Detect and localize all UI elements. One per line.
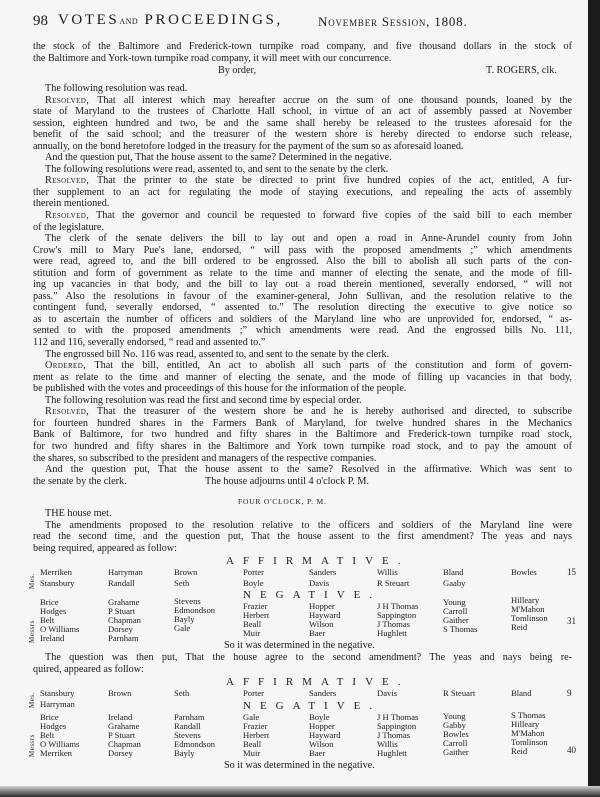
member-name: Bayly: [174, 614, 195, 624]
negative-column: [108, 713, 141, 758]
member-name: Merriken: [40, 567, 72, 577]
text-line: [33, 349, 389, 361]
affirmative-count: 15: [567, 567, 576, 577]
member-name: Dorsey: [108, 624, 133, 634]
negative-column: [108, 598, 141, 643]
member-name: Randall: [108, 578, 135, 588]
line-text: That the treasurer of the western shore be and he is hereby authorised and directed, to subscribe: [89, 406, 572, 418]
negative-column: [243, 602, 269, 638]
line-text: That the governor and council be requested to forward five copies of the said bill to each member: [89, 210, 572, 222]
member-name: P Stuart: [108, 606, 136, 616]
member-name: Willis: [377, 739, 398, 749]
text-line: [33, 441, 572, 453]
text-line: [33, 118, 572, 130]
text-line: [33, 256, 572, 268]
line-text: That all interest which may hereafter accrue on the sum of one thousand pounds, loaned by the: [89, 94, 572, 106]
negative-count: 40: [567, 745, 576, 755]
paragraph: [33, 360, 572, 395]
member-name: Belt: [40, 730, 55, 740]
member-name: Muir: [243, 628, 261, 638]
member-name: Stansbury: [40, 578, 75, 588]
affirmative-count: 9: [567, 688, 572, 698]
member-name: Herbert: [243, 730, 270, 740]
member-name: Merriken: [40, 748, 72, 758]
text-line: [33, 325, 572, 337]
affirmative-column: [511, 567, 537, 578]
line-text: the senate by the clerk.: [33, 475, 127, 487]
member-name: Hopper: [309, 721, 335, 731]
proceedings-body: [33, 83, 572, 487]
paragraph: [33, 210, 572, 233]
affirmative-heading: AFFIRMATIVE.: [226, 676, 410, 688]
line-text: as to ascertain the number of officers and soldiers of the Maryland line who are unprovided for, endorsed, “ as-: [33, 313, 572, 325]
line-text: annually, on the bond heretofore lodged in the treasury for the payment of the sum so as aforesaid loaned.: [33, 140, 464, 152]
member-name: Hilleary: [511, 719, 540, 729]
line-text: Crow's mill to Mary Pue's lane, endorsed, “ will pass with the proposed amendments ;” which amendments: [33, 244, 572, 256]
member-name: Porter: [243, 688, 265, 698]
negative-column: [174, 713, 215, 758]
affirmative-column: [243, 567, 264, 589]
text-line: [33, 383, 406, 395]
text-line: [33, 418, 572, 430]
text-line: read the second time, and the question put, That the house assent to the first amendment? The yeas and nays: [33, 531, 572, 543]
negative-heading: NEGATIVE.: [243, 700, 382, 712]
member-name: Willis: [377, 567, 398, 577]
line-text: The following resolution was read.: [45, 83, 188, 94]
text-line: [33, 406, 572, 418]
paragraph: [33, 175, 572, 210]
affirmative-column: [443, 688, 475, 699]
negative-heading: NEGATIVE.: [243, 589, 382, 601]
member-name: Muir: [243, 748, 261, 758]
by-order: By order,: [218, 65, 257, 76]
line-text: 112 and 116, severally endorsed, “ read and assented to.”: [33, 337, 266, 349]
text-line: [33, 83, 187, 95]
text-line: [33, 141, 463, 153]
member-name: Edmondson: [174, 739, 216, 749]
text-line: [33, 429, 572, 441]
resolution-lead: Resolved,: [45, 175, 90, 187]
text-line: [33, 245, 572, 257]
member-name: R Steuart: [377, 578, 410, 588]
negative-column: [511, 711, 548, 756]
text-line: [33, 279, 572, 291]
member-name: Gale: [243, 712, 260, 722]
negative-column: [443, 598, 477, 634]
member-name: Stevens: [174, 596, 201, 606]
member-name: Hopper: [309, 601, 335, 611]
negative-column: [40, 713, 79, 758]
text-line: The question was then put, That the house agree to the second amendment? The yeas and nays being re-: [45, 652, 572, 663]
member-name: Chapman: [108, 615, 141, 625]
text-line: the Baltimore and York-town turnpike road company, it will meet with our concurrence.: [33, 52, 392, 64]
member-name: M'Mahon: [511, 728, 545, 738]
member-name: Baer: [309, 748, 326, 758]
member-name: Bland: [443, 567, 464, 577]
text-line: [33, 210, 572, 222]
text-line: [33, 476, 127, 488]
member-name: Davis: [309, 578, 330, 588]
member-name: O Williams: [40, 739, 80, 749]
member-name: Hayward: [309, 610, 341, 620]
line-text: The engrossed bill No. 116 was read, assented to, and sent to the senate by the clerk.: [45, 348, 390, 360]
text-line: [33, 268, 572, 280]
member-name: Gaither: [443, 615, 469, 625]
member-name: J H Thomas: [377, 712, 419, 722]
afternoon-intro: [33, 508, 572, 555]
negative-column: [377, 713, 418, 758]
member-name: Beall: [243, 739, 262, 749]
line-text: for fourteen hundred shares in the Farmers Bank of Maryland, for twelve hundred shares in the Mechanics: [33, 417, 572, 429]
affirmative-column: [377, 567, 409, 589]
negative-column: [243, 713, 269, 758]
text-line: the stock of the Baltimore and Frederick-town turnpike road company, and five thousand dollars in the stock of: [33, 41, 572, 52]
member-name: Brice: [40, 597, 59, 607]
member-name: Sanders: [309, 567, 337, 577]
text-line: [33, 464, 572, 476]
member-name: Hughlett: [377, 628, 408, 638]
line-text: That the bill, entitled, An act to abolish all such parts of the constitution and form of govern-: [86, 360, 572, 372]
running-header: [33, 12, 573, 30]
affirmative-column: [511, 688, 532, 699]
text-line: [33, 187, 572, 199]
messrs-label: Mes.: [28, 573, 36, 589]
paragraph: [33, 349, 572, 361]
member-name: Grahame: [108, 597, 140, 607]
affirmative-column: [377, 688, 397, 699]
line-text: sented to with the proposed amendments ;” which amendments were read. And the engrossed bills No. 111,: [33, 325, 572, 337]
member-name: Frazier: [243, 721, 268, 731]
line-text: were read, agreed to, and the bill ordered to be engrossed. Also the bill to abolish all such parts of the con-: [33, 256, 572, 268]
affirmative-column: [443, 567, 465, 589]
text-line: [33, 175, 572, 187]
affirmative-column: [108, 688, 131, 699]
member-name: Young: [443, 597, 466, 607]
member-name: Hayward: [309, 730, 341, 740]
member-name: O Williams: [40, 624, 80, 634]
member-name: S Thomas: [511, 710, 546, 720]
line-text: ment as relate to the time and manner of electing the senate, and the mode of filling up vacancies in that body,: [33, 371, 572, 383]
paragraph: [33, 152, 572, 164]
affirmative-column: [243, 688, 264, 699]
text-line: [33, 360, 572, 372]
member-name: Gale: [174, 623, 191, 633]
line-text: stitution and form of government as relate to the time and manner of electing the senate, and the mode of fill-: [33, 267, 572, 279]
paragraph: [33, 164, 572, 176]
line-text: That the printer to the state be directed to print five hundred copies of the act, entitled, A fur-: [89, 175, 572, 187]
member-name: Parnham: [174, 712, 205, 722]
member-name: Ireland: [108, 712, 133, 722]
member-name: Boyle: [309, 712, 330, 722]
second-question: [33, 652, 572, 675]
member-name: Harryman: [40, 699, 75, 709]
text-line: [33, 233, 572, 245]
line-text: therein mentioned.: [33, 198, 110, 210]
line-text: ing up vacancies in that body, and the bill to lay out a road therein mentioned, severally endorsed, “ will not: [33, 279, 572, 291]
page-bottom-edge: [0, 786, 600, 797]
member-name: Randall: [174, 721, 201, 731]
affirmative-heading: AFFIRMATIVE.: [226, 555, 410, 567]
session-title: November Session, 1808.: [318, 14, 468, 29]
member-name: Brown: [174, 567, 198, 577]
vote-result: So it was determined in the negative.: [224, 640, 375, 651]
member-name: Hodges: [40, 606, 67, 616]
member-name: Herbert: [243, 610, 270, 620]
text-line: The amendments proposed to the resolution relative to the officers and soldiers of the Maryland line were: [45, 519, 572, 531]
text-line: [33, 314, 572, 326]
member-name: Bland: [511, 688, 532, 698]
member-name: Bowles: [443, 729, 469, 739]
member-name: P Stuart: [108, 730, 136, 740]
text-line: [33, 95, 572, 107]
member-name: Frazier: [243, 601, 268, 611]
journal-title: [58, 12, 283, 29]
text-line: [33, 372, 572, 384]
member-name: Tomlinson: [511, 613, 548, 623]
negative-column: [174, 597, 215, 633]
member-name: Davis: [377, 688, 398, 698]
line-text: And the question put, That the house assent to the same? Determined in the negative.: [45, 152, 392, 164]
affirmative-column: [40, 688, 75, 710]
member-name: Hodges: [40, 721, 67, 731]
resolution-lead: Ordered,: [45, 360, 87, 372]
member-name: Sappington: [377, 721, 417, 731]
affirmative-column: [174, 567, 197, 589]
negative-column: [443, 712, 469, 757]
affirmative-column: [174, 688, 189, 699]
member-name: Carroll: [443, 606, 468, 616]
text-line: [33, 106, 572, 118]
line-text: state of Maryland to the trustees of Charlotte Hall school, in virtue of an act of assembly passed at November: [33, 106, 572, 118]
member-name: Chapman: [108, 739, 141, 749]
member-name: Reid: [511, 622, 528, 632]
line-text: The clerk of the senate delivers the bill to lay out and open a road in Anne-Arundel county from John: [45, 233, 572, 245]
text-line: [33, 453, 376, 465]
resolution-lead: Resolved,: [45, 94, 90, 106]
text-line: quired, appeared as follow:: [33, 663, 144, 675]
clerk-signature: T. ROGERS, clk.: [486, 65, 557, 76]
line-text: The following resolutions were read, assented to, and sent to the senate by the clerk.: [45, 163, 389, 175]
negative-column: [309, 602, 341, 638]
member-name: Belt: [40, 615, 55, 625]
member-name: Bayly: [174, 748, 195, 758]
messrs-label: Messrs: [28, 620, 36, 643]
title-votes: VOTES: [58, 12, 120, 28]
member-name: Wilson: [309, 739, 334, 749]
affirmative-column: [40, 567, 74, 589]
member-name: Ireland: [40, 633, 65, 643]
session-time-heading: FOUR O'CLOCK, P. M.: [238, 497, 327, 506]
line-text: pass.” Also the resolutions in favour of the examiner-general, John Sullivan, and the resolution relative to the: [33, 290, 572, 302]
member-name: S Thomas: [443, 624, 478, 634]
line-text: And the question put, That the house assent to the same? Resolved in the affirmative. Which was sent to: [45, 464, 572, 476]
member-name: Hughlett: [377, 748, 408, 758]
line-text: be published with the votes and proceedings of this house for the information of the people.: [33, 383, 407, 395]
text-line: [33, 129, 572, 141]
member-name: Porter: [243, 567, 265, 577]
line-text: benefit of the said school; and the treasurer of the western shore is hereby directed to endorse such release,: [33, 129, 572, 141]
member-name: Carroll: [443, 738, 468, 748]
line-text: ther supplement to an act for regulating the mode of staying executions, and repealing the acts of assembly: [33, 186, 572, 198]
member-name: J Thomas: [377, 619, 411, 629]
paragraph: [33, 406, 572, 464]
member-name: Beall: [243, 619, 262, 629]
messrs-label: Messrs: [28, 734, 36, 757]
resolution-lead: Resolved,: [45, 406, 90, 418]
text-line: THE house met.: [45, 508, 112, 519]
member-name: Brown: [108, 688, 132, 698]
text-line: [33, 152, 392, 164]
member-name: J Thomas: [377, 730, 411, 740]
member-name: R Steuart: [443, 688, 476, 698]
resolution-lead: Resolved,: [45, 210, 90, 222]
page-number: 98: [33, 13, 48, 29]
member-name: Stevens: [174, 730, 201, 740]
negative-column: [377, 602, 418, 638]
page-edge-shadow: [588, 0, 600, 797]
text-line: [33, 164, 388, 176]
member-name: Tomlinson: [511, 737, 548, 747]
member-name: Gaaby: [443, 578, 466, 588]
member-name: Bowles: [511, 567, 537, 577]
text-line: [33, 302, 572, 314]
member-name: Dorsey: [108, 748, 133, 758]
text-line: being required, appeared as follow:: [33, 543, 177, 555]
member-name: Grahame: [108, 721, 140, 731]
text-line: [33, 395, 362, 407]
line-text: for two hundred and fifty shares in the Baltimore and York town turnpike road stock, and to pay the amount of: [33, 440, 572, 452]
member-name: Harryman: [108, 567, 143, 577]
member-name: Young: [443, 711, 466, 721]
line-text: session, eighteen hundred and two, be and the same shall hereby be released to the trustees aforesaid for the: [33, 117, 572, 129]
negative-column: [511, 596, 548, 632]
affirmative-column: [309, 567, 336, 589]
paragraph: [33, 395, 572, 407]
line-text: the shares, so subscribed to the president and managers of the respective companies.: [33, 452, 377, 464]
member-name: Sappington: [377, 610, 417, 620]
negative-column: [309, 713, 341, 758]
member-name: Seth: [174, 688, 190, 698]
text-line: [33, 222, 104, 234]
negative-column: [40, 598, 79, 643]
messrs-label: Mes.: [28, 692, 36, 708]
member-name: Hilleary: [511, 595, 540, 605]
member-name: Wilson: [309, 619, 334, 629]
affirmative-column: [108, 567, 143, 589]
member-name: Parnham: [108, 633, 139, 643]
member-name: Sanders: [309, 688, 337, 698]
title-proceedings: PROCEEDINGS,: [144, 12, 283, 28]
member-name: Baer: [309, 628, 326, 638]
line-text: contingent fund, severally endorsed, “ assented to.” The resolution directing the executive to give notice so: [33, 302, 572, 314]
affirmative-column: [309, 688, 336, 699]
text-line: [33, 337, 265, 349]
adjournment-note: The house adjourns until 4 o'clock P. M.: [205, 476, 369, 487]
paragraph: [33, 83, 572, 95]
negative-count: 31: [567, 616, 576, 626]
member-name: Boyle: [243, 578, 264, 588]
member-name: Edmondson: [174, 605, 216, 615]
text-line: [33, 291, 572, 303]
member-name: Brice: [40, 712, 59, 722]
paragraph: [33, 95, 572, 153]
line-text: Bank of Baltimore, for two hundred and fifty shares in the Baltimore and Frederick-town turnpike road stock,: [33, 429, 572, 441]
member-name: Seth: [174, 578, 190, 588]
vote-result: So it was determined in the negative.: [224, 760, 375, 771]
text-line: [33, 198, 109, 210]
member-name: Gabby: [443, 720, 466, 730]
member-name: Gaither: [443, 747, 469, 757]
senate-message-end: [33, 41, 572, 64]
member-name: J H Thomas: [377, 601, 419, 611]
member-name: Reid: [511, 746, 528, 756]
line-text: The following resolution was read the first and second time by especial order.: [45, 394, 362, 406]
paragraph: [33, 233, 572, 348]
member-name: Stansbury: [40, 688, 75, 698]
member-name: M'Mahon: [511, 604, 545, 614]
title-and: AND: [119, 17, 139, 26]
line-text: of the legislature.: [33, 221, 105, 233]
